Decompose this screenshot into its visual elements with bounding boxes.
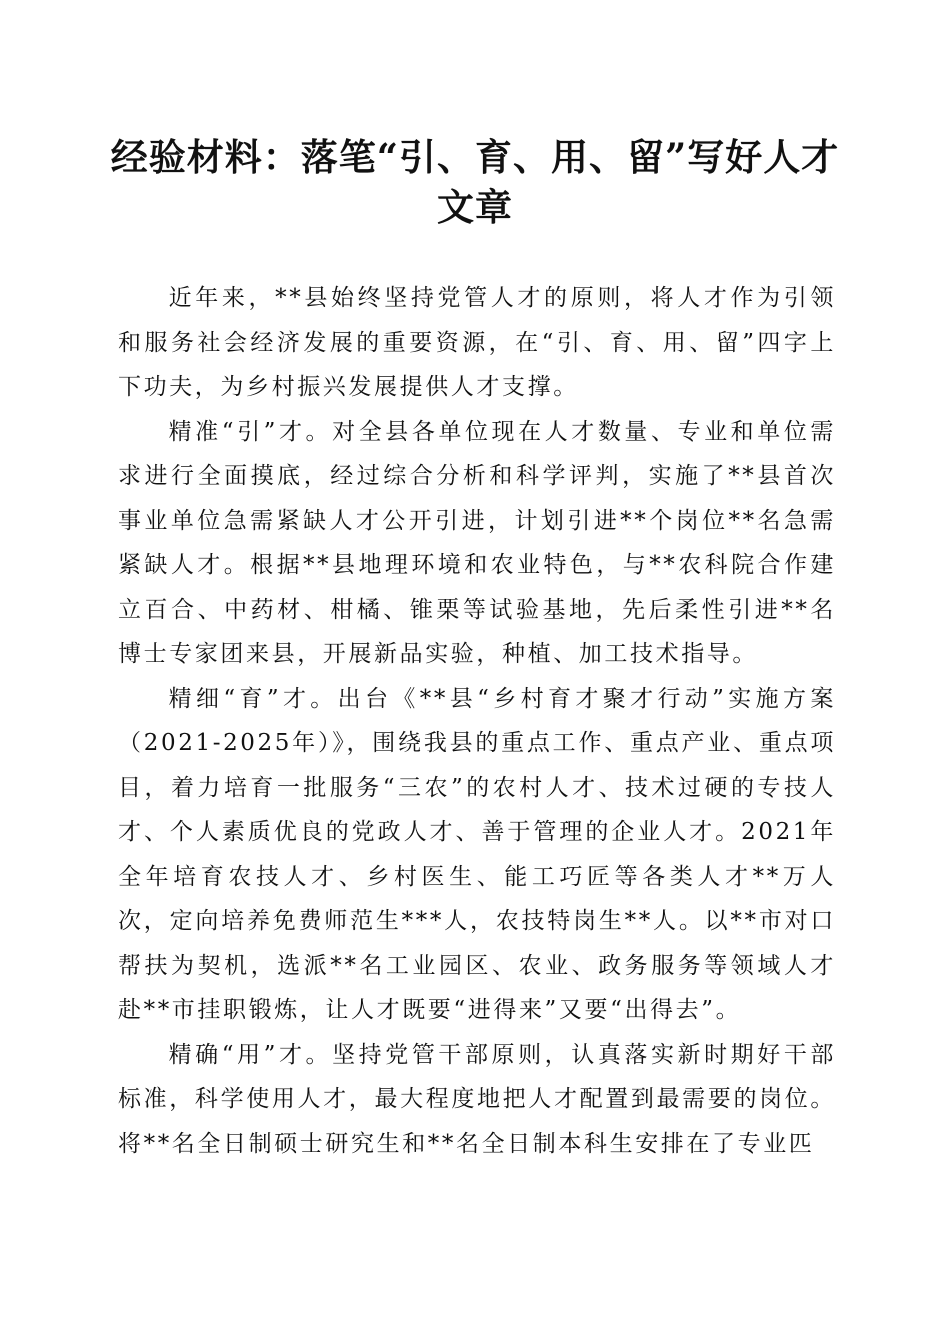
document-title	[110, 132, 840, 232]
paragraph-cultivate-talent: 精细“育”才。出台《**县“乡村育才聚才行动”实施方案（2021-2025年）》，围绕我县的重点工作、重点产业、重点项目，着力培育一批服务“三农”的农村人才、技术过硬的专技人才、个人素质优良的党政人才、善于管理的企业人才。2021年全年培育农技人才、乡村医生、能工巧匠等各类人才**万人次，定向培养免费师范生***人，农技特岗生**人。以**市对口帮扶为契机，选派**名工业园区、农业、政务服务等领域人才赴**市挂职锻炼，让人才既要“进得来”又要“出得去”。	[118, 685, 836, 1023]
paragraph-use-talent: 精确“用”才。坚持党管干部原则，认真落实新时期好干部标准，科学使用人才，最大程度地把人才配置到最需要的岗位。将**名全日制硕士研究生和**名全日制本科生安排在了专业匹	[118, 1041, 836, 1157]
title-line-2: 文章	[437, 185, 513, 229]
paragraph-attract-talent: 精准“引”才。对全县各单位现在人才数量、专业和单位需求进行全面摸底，经过综合分析和科学评判，实施了**县首次事业单位急需紧缺人才公开引进，计划引进**个岗位**名急需紧缺人才。根据**县地理环境和农业特色，与**农科院合作建立百合、中药材、柑橘、锥栗等试验基地，先后柔性引进**名博士专家团来县，开展新品实验，种植、加工技术指导。	[118, 418, 836, 667]
title-line-1: 经验材料：落笔“引、育、用、留”写好人才	[110, 135, 840, 179]
document-body	[118, 276, 836, 1166]
paragraph-intro: 近年来，**县始终坚持党管人才的原则，将人才作为引领和服务社会经济发展的重要资源，在“引、育、用、留”四字上下功夫，为乡村振兴发展提供人才支撑。	[118, 285, 836, 400]
